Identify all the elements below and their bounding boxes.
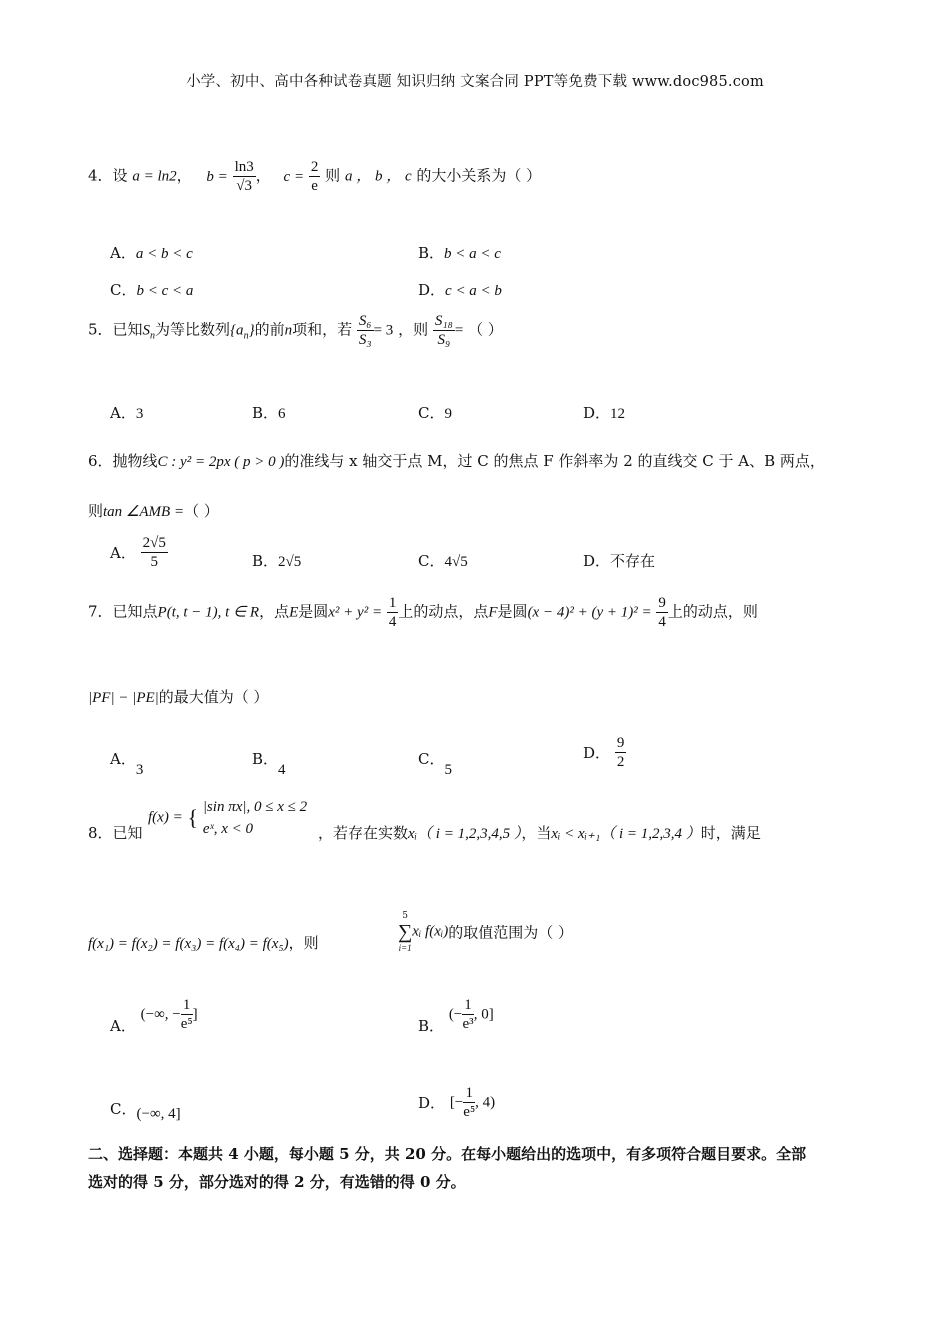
question-7-line2: |PF| − |PE|的最大值为（ ）: [88, 688, 269, 706]
question-8-num: 8．已知: [88, 824, 143, 842]
q8-option-d: D． [− $\frac{1}{\text{e⁵}}$ , 4): [418, 1085, 496, 1120]
q4-c-lhs: c =: [283, 168, 305, 185]
section-2-heading-line2: 选对的得 5 分，部分选对的得 2 分，有选错的得 0 分。: [88, 1173, 466, 1191]
question-8-stem: ，若存在实数xᵢ（ i = 1,2,3,4,5 ），当xᵢ < xᵢ₊₁（ i = 1,2,3,4 ）时，满足: [318, 824, 761, 842]
q7-option-c: C．5: [418, 750, 452, 778]
question-4-stem: 4．设: [88, 166, 128, 185]
section-2-heading-line1: 二、选择题：本题共 4 小题，每小题 5 分，共 20 分。在每小题给出的选项中，有多项符合题目要求。全部: [88, 1145, 807, 1163]
q4-b-lhs: b =: [206, 168, 228, 185]
q8-option-b: B． (− $\frac{1}{\text{e³}}$ , 0]: [418, 997, 494, 1035]
question-4: 4．设 a = ln2， b = $\frac{\ln 3}{√3}$ ， c = $\frac{2}{e}$ 则 a ， b ， c 的大小关系为（ ）: [88, 159, 542, 194]
q4-option-c: C．b < c < a: [110, 281, 194, 299]
question-6: 6．抛物线C : y² = 2px ( p > 0 )的准线与 x 轴交于点 M，过 C 的焦点 F 作斜率为 2 的直线交 C 于 A、B 两点，: [88, 452, 825, 470]
q5-option-a: A．3: [110, 404, 144, 422]
q6-option-d: D．不存在: [583, 552, 656, 570]
q8-option-c: C．(−∞, 4]: [110, 1100, 181, 1122]
q4-end: 的大小关系为（ ）: [416, 166, 542, 185]
q5-option-b: B．6: [252, 404, 286, 422]
q4-c-fraction: $\frac{2}{e}$: [310, 159, 319, 194]
q6-option-a: A． $\frac{2√5}{5}$: [110, 535, 166, 570]
question-8-line2: f(x₁) = f(x₂) = f(x₃) = f(x₄) = f(x₅)，则: [88, 934, 319, 952]
q8-option-a: A． (−∞, − $\frac{1}{\text{e⁵}}$ ]: [110, 997, 198, 1035]
q8-piecewise: f(x) = { |sin πx|, 0 ≤ x ≤ 2 eˣ, x < 0: [148, 799, 308, 837]
q7-option-b: B．4: [252, 750, 286, 778]
q5-option-c: C．9: [418, 404, 452, 422]
question-6-line2: 则tan ∠AMB =（ ）: [88, 502, 219, 520]
question-7: 7．已知点P(t, t − 1), t ∈ R，点E是圆x² + y² = $\frac{1}{4}$ 上的动点，点F是圆(x − 4)² + (y + 1)² = $\frac{9}{4}$ 上的动点，则: [88, 595, 758, 630]
q5-option-d: D．12: [583, 404, 626, 422]
q4-tail: 则: [325, 166, 341, 185]
q8-summation: 5 ∑ i=1 xᵢ f(xᵢ)的取值范围为（ ）: [398, 911, 574, 953]
q4-b-fraction: $\frac{\ln 3}{√3}$: [234, 159, 254, 194]
q5-ratio-asked: $\frac{\text{S₁₈}}{\text{S₉}}$: [434, 313, 453, 348]
q4-a-expr: a = ln2: [132, 168, 177, 185]
q5-ratio-given: $\frac{\text{S₆}}{\text{S₃}}$: [358, 313, 372, 348]
page-header: 小学、初中、高中各种试卷真题 知识归纳 文案合同 PPT等免费下载 www.doc985.com: [186, 74, 764, 90]
q4-option-b: B．b < a < c: [418, 244, 501, 262]
q7-option-d: D． $\frac{9}{2}$: [583, 735, 625, 770]
q6-option-b: B．2√5: [252, 552, 302, 570]
q4-vars: a ， b ， c: [344, 168, 412, 185]
q4-option-a: A．a < b < c: [110, 244, 193, 262]
q4-option-d: D．c < a < b: [418, 281, 502, 299]
question-5: 5．已知$S_n$为等比数列$\{a_n\}$的前n项和，若 $\frac{\text{S₆}}{\text{S₃}}$ = 3 ，则 $\frac{\text{S₁₈}}{\text{S₉}}$ = （ ）: [88, 313, 503, 348]
q7-option-a: A．3: [110, 750, 144, 778]
q6-option-c: C．4√5: [418, 552, 468, 570]
